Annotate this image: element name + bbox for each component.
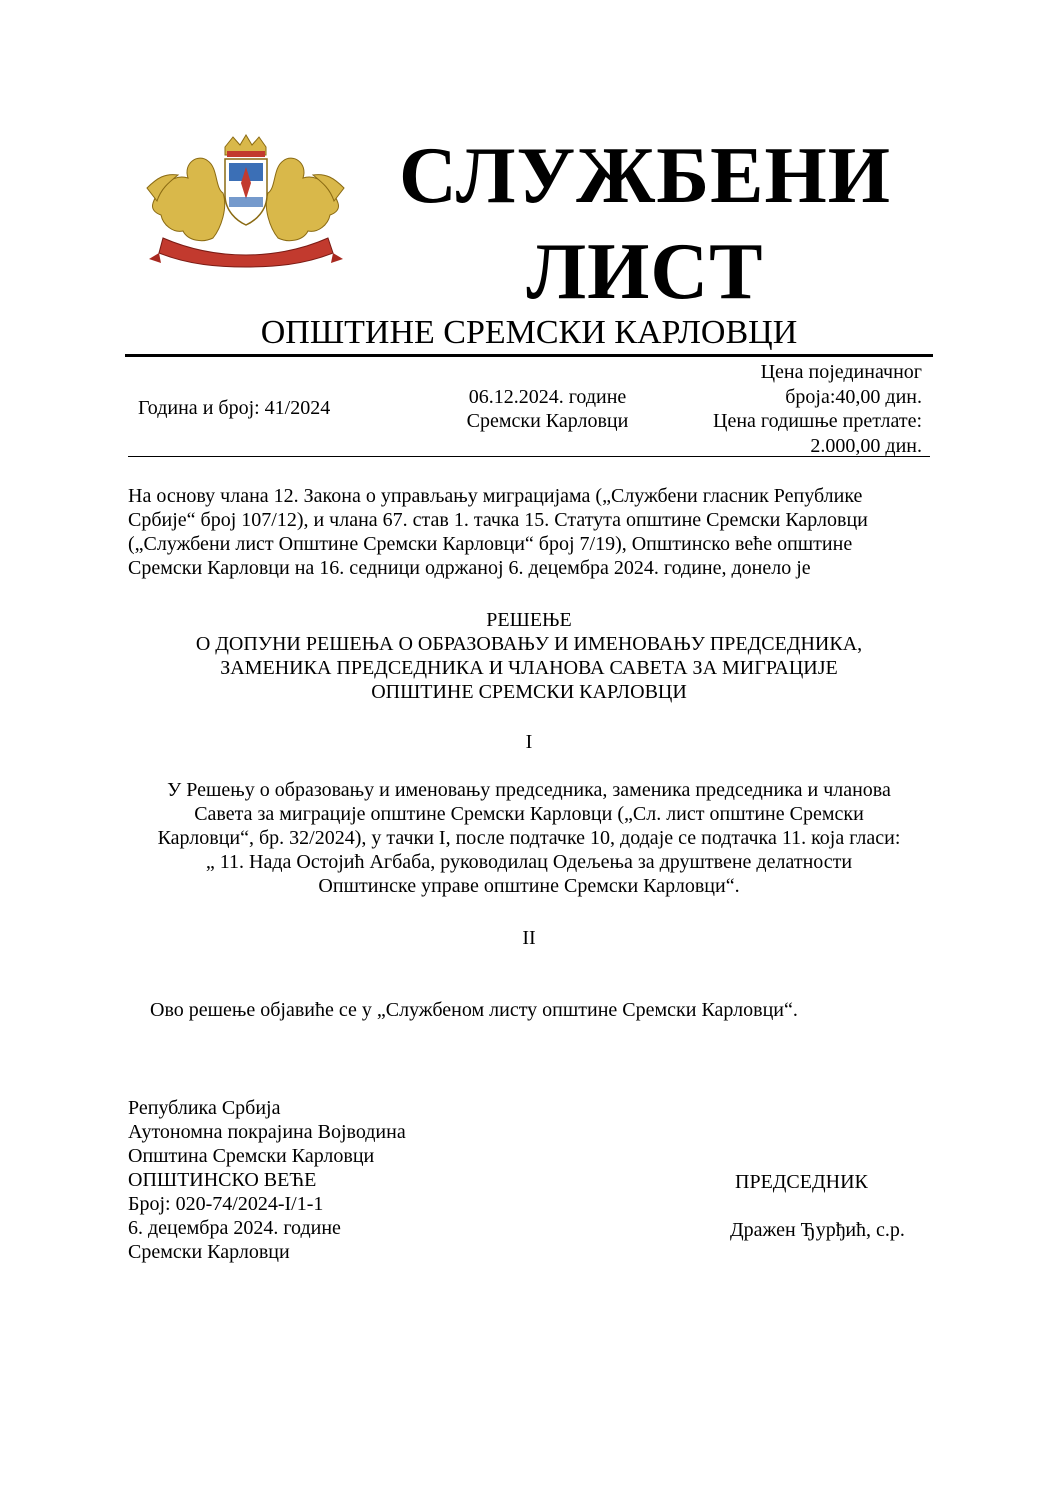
section-1-line: Карловци“, бр. 32/2024), у тачки I, после подтачке 10, додаје се подтачка 11. која гласи: <box>157 827 901 849</box>
issue-year-number: Година и број: 41/2024 <box>138 397 331 419</box>
decision-title-line: РЕШЕЊЕ <box>486 609 572 631</box>
price-line: броја:40,00 дин. <box>785 385 922 408</box>
signature-line: Аутономна покрајина Војводина <box>128 1121 406 1143</box>
section-1-body <box>128 778 930 898</box>
header-divider <box>128 456 930 457</box>
signature-line: ОПШТИНСКО ВЕЋЕ <box>128 1169 317 1191</box>
signature-line: Сремски Карловци <box>128 1241 290 1263</box>
signature-issuer-block <box>128 1096 548 1264</box>
masthead-divider <box>125 354 933 357</box>
issue-date: 06.12.2024. године <box>468 386 627 408</box>
masthead-title-line2: ЛИСТ <box>526 228 764 316</box>
section-2-body: Ово решење објавиће се у „Службеном листу општине Сремски Карловци“. <box>150 999 798 1021</box>
price-line: 2.000,00 дин. <box>810 434 922 457</box>
decision-title-line: ОПШТИНЕ СРЕМСКИ КАРЛОВЦИ <box>371 681 687 703</box>
signatory-title: ПРЕДСЕДНИК <box>735 1171 868 1193</box>
section-1-line: „ 11. Нада Остојић Агбаба, руководилац Одељења за друштвене делатности <box>205 851 853 873</box>
issue-prices <box>660 360 922 458</box>
issue-place: Сремски Карловци <box>466 410 629 432</box>
decision-title <box>128 608 930 704</box>
coat-of-arms-icon <box>143 133 348 268</box>
price-line: Цена годишње претлате: <box>713 410 922 432</box>
price-line: Цена појединачног <box>760 361 922 383</box>
issue-date-place <box>440 385 655 433</box>
signature-line: 6. децембра 2024. године <box>128 1217 341 1239</box>
intro-line: На основу члана 12. Закона о управљању миграцијама („Службени гласник Републике <box>128 485 863 507</box>
section-1-line: Општинске управе општине Сремски Карловци“. <box>318 875 740 897</box>
signature-line: Република Србија <box>128 1097 281 1119</box>
section-2-heading: II <box>522 927 536 949</box>
signature-line: Општина Сремски Карловци <box>128 1145 375 1167</box>
masthead-title-line1: СЛУЖБЕНИ <box>399 132 891 220</box>
intro-line: Сремски Карловци на 16. седници одржаној 6. децембра 2024. године, донело је <box>128 557 811 579</box>
intro-line: Србије“ број 107/12), и члана 67. став 1. тачка 15. Статута општине Сремски Карловци <box>128 509 868 531</box>
signature-line: Број: 020-74/2024-I/1-1 <box>128 1193 324 1215</box>
intro-line: („Службени лист Општине Сремски Карловци“ број 7/19), Општинско веће општине <box>128 533 853 555</box>
section-1-line: Савета за миграције општине Сремски Карловци („Сл. лист општине Сремски <box>194 803 864 825</box>
signatory-name: Дражен Ђурђић, с.р. <box>730 1219 905 1241</box>
section-1-heading: I <box>525 731 533 753</box>
intro-paragraph <box>128 484 930 580</box>
section-1-line: У Решењу о образовању и именовању председника, заменика председника и чланова <box>167 779 891 801</box>
decision-title-line: ЗАМЕНИКА ПРЕДСЕДНИКА И ЧЛАНОВА САВЕТА ЗА МИГРАЦИЈЕ <box>220 657 838 679</box>
masthead-subtitle: ОПШТИНЕ СРЕМСКИ КАРЛОВЦИ <box>260 314 798 351</box>
decision-title-line: О ДОПУНИ РЕШЕЊА О ОБРАЗОВАЊУ И ИМЕНОВАЊУ ПРЕДСЕДНИКА, <box>195 633 863 655</box>
